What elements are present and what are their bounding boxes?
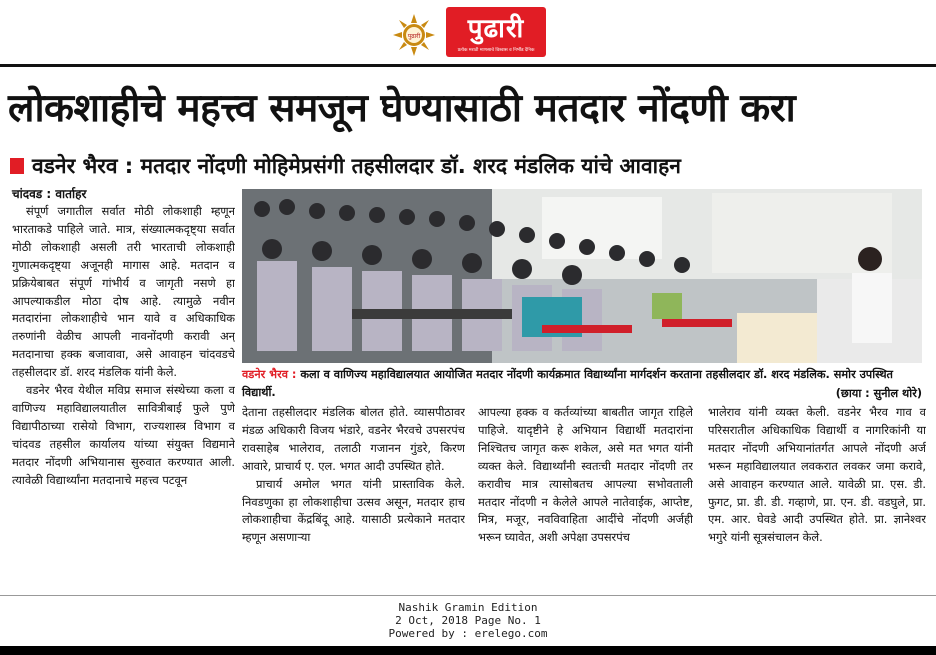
caption-place: वडनेर भैरव : bbox=[242, 368, 297, 381]
article-column-4 bbox=[708, 404, 926, 586]
news-photo bbox=[242, 189, 922, 363]
paragraph: देताना तहसीलदार मंडलिक बोलत होते. व्यासपीठावर मंडळ अधिकारी विजय भंडारे, वडनेर भैरवचे उपसरपंच रावसाहेब भालेराव, तलाठी गजानन गुंडरे, किरण आवारे, प्राचार्य ए. एल. भगत आदी उपस्थित होते. bbox=[242, 405, 465, 473]
bottom-bar bbox=[0, 646, 936, 655]
article-column-2 bbox=[242, 404, 465, 586]
photo-caption bbox=[242, 366, 926, 402]
brand-tagline: प्रत्येक मराठी माणसाचे विश्वास व निर्भीड दैनिक bbox=[457, 48, 535, 53]
article-column-3 bbox=[478, 404, 693, 586]
masthead-rule bbox=[0, 64, 936, 67]
paragraph: संपूर्ण जगातील सर्वात मोठी लोकशाही म्हणून भारताकडे पाहिले जाते. मात्र, संख्यात्मकदृष्ट्या सर्वात मोठी लोकशाही असली तरी भारताची लोकशाही गुणात्मकदृष्ट्या अजूनही मागास आहे. मतदान व प्रक्रियेबाबत संपूर्ण गांभीर्य व जागृती नसणे हा आपल्याकडील मोठा दोष आहे. त्यामुळे नवीन मतदारांना लोकशाहीचे भान यावे व अधिकाधिक तरुणांनी वेळीच आपली नावनोंदणी करावी अन् मतदानाचा हक्क बजावावा, असे आवाहन चांदवडचे तहसीलदार डॉ. शरद मंडलिक यांनी केले. bbox=[12, 204, 235, 380]
paragraph: आपल्या हक्क व कर्तव्यांच्या बाबतीत जागृत राहिले पाहिजे. यादृष्टीने हे अभियान विद्यार्थी मतदारांना निश्चितच जागृत करू शकेल, असे मत भगत यांनी व्यक्त केले. विद्यार्थ्यांनी स्वतःची मतदार नोंदणी तर करावीच मात्र त्यासोबतच आपल्या सभोवताली मतदार नोंदणी न केलेले आपले नातेवाईक, आप्तेष्ट, मित्र, मजूर, नवविवाहिता आदींचे नोंदणी अर्जही भरून घ्यावेत, अशी अपेक्षा उपसरपंच bbox=[478, 405, 693, 545]
paragraph: भालेराव यांनी व्यक्त केली. वडनेर भैरव गाव व परिसरातील अधिकाधिक विद्यार्थी व नागरिकांनी या मतदार नोंदणी अभियानांतर्गत आपले नोंदणी अर्ज भरून महाविद्यालयात लवकरात लवकर जमा करावे, असे आवाहन करण्यात आले. यावेळी प्रा. एस. डी. फुगट, प्रा. डी. डी. गव्हाणे, प्रा. एन. डी. वडघुले, प्रा. एम. आर. घेवडे आदी उपस्थित होते. प्रा. ज्ञानेश्वर भगुरे यांनी सूत्रसंचालन केले. bbox=[708, 405, 926, 545]
subheadline: वडनेर भैरव : मतदार नोंदणी मोहिमेप्रसंगी तहसीलदार डॉ. शरद मंडलिक यांचे आवाहन bbox=[32, 154, 681, 178]
headline: लोकशाहीचे महत्त्व समजून घेण्यासाठी मतदार नोंदणी करा bbox=[8, 86, 796, 131]
dateline: चांदवड : वार्ताहर bbox=[12, 187, 87, 201]
photo-credit: (छाया : सुनील थोरे) bbox=[835, 387, 922, 400]
emblem-label: पुढारी bbox=[407, 33, 421, 40]
footer bbox=[0, 601, 936, 640]
bullet-square-icon bbox=[10, 158, 24, 174]
caption-text: कला व वाणिज्य महाविद्यालयात आयोजित मतदार नोंदणी कार्यक्रमात विद्यार्थ्यांना मार्गदर्शन करताना तहसीलदार डॉ. शरद मंडलिक. समोर उपस्थित विद्यार्थी. bbox=[242, 368, 893, 399]
edition-name: Nashik Gramin Edition bbox=[398, 601, 538, 614]
paragraph: वडनेर भैरव येथील मविप्र समाज संस्थेच्या कला व वाणिज्य महाविद्यालयातील सावित्रीबाई फुले पुणे विद्यापीठाच्या रासेयो विभाग, राज्यशास्त्र विभाग व चांदवड तहसील कार्यालय यांच्या संयुक्त विद्यमाने मतदार नोंदणी अभियानास सुरुवात करण्यात आली. त्यावेळी विद्यार्थ्यांना मतदानाचे महत्त्व पटवून bbox=[12, 383, 235, 487]
powered-by: Powered by : erelego.com bbox=[388, 627, 548, 640]
masthead bbox=[0, 0, 936, 62]
brand-name: पुढारी bbox=[467, 14, 525, 44]
sun-emblem-icon bbox=[393, 14, 435, 56]
footer-rule bbox=[0, 595, 936, 596]
paragraph: प्राचार्य अमोल भगत यांनी प्रास्ताविक केले. निवडणुका हा लोकशाहीचा उत्सव असून, मतदार हाच लोकशाहीचा केंद्रबिंदू आहे. यासाठी प्रत्येकाने मतदार म्हणून असणाऱ्या bbox=[242, 476, 465, 545]
article-column-1 bbox=[12, 203, 235, 586]
edition-date-page: 2 Oct, 2018 Page No. 1 bbox=[395, 614, 541, 627]
brand-logo bbox=[446, 7, 546, 57]
